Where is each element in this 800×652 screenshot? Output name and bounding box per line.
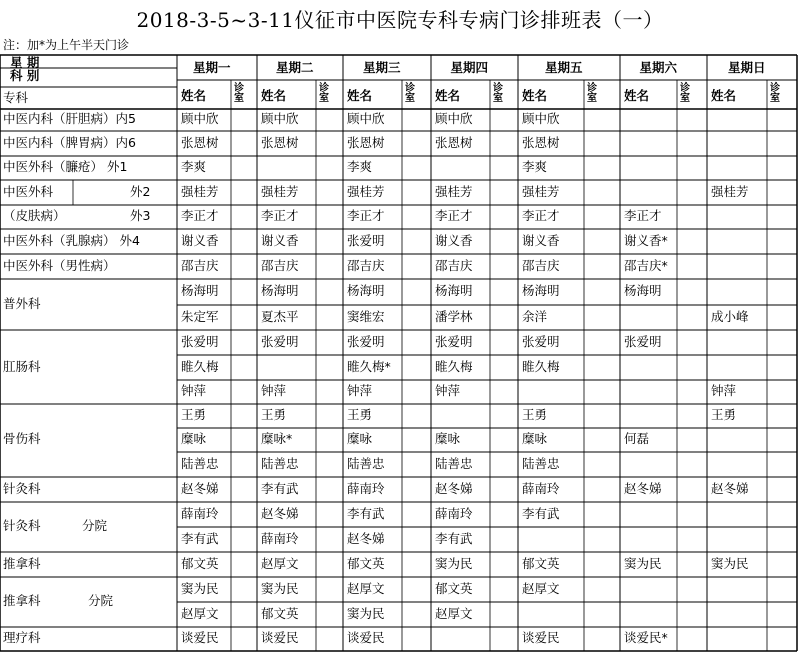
schedule-cell: 赵厚文	[347, 580, 385, 596]
day-header-6: 星期六	[639, 60, 678, 75]
schedule-cell: 糜咏	[181, 431, 207, 446]
schedule-cell: 窦为民	[347, 605, 385, 621]
dept-label: 中医内科（肝胆病）内5	[3, 111, 136, 126]
schedule-cell: 杨海明	[347, 283, 385, 298]
schedule-cell: 薛南玲	[181, 505, 219, 521]
clinic-label-5: 诊室	[587, 83, 597, 104]
schedule-cell: 谈爱民	[261, 630, 299, 645]
schedule-cell: 强桂芳	[181, 183, 219, 199]
schedule-cell: 窦为民	[181, 580, 219, 596]
schedule-cell: 杨海明	[522, 283, 560, 298]
schedule-cell: 谈爱民	[522, 630, 560, 645]
dept-sublabel: 分院	[88, 593, 114, 608]
schedule-cell: 邵吉庆	[347, 257, 385, 273]
schedule-cell: 赵冬娣	[624, 480, 662, 496]
day-header-1: 星期一	[193, 60, 231, 75]
schedule-cell: 张恩树	[347, 134, 385, 150]
schedule-cell: 陆善忠	[435, 455, 473, 471]
dept-label: 理疗科	[3, 630, 41, 645]
schedule-cell: 郁文英	[261, 605, 299, 621]
schedule-cell: 强桂芳	[522, 183, 560, 199]
schedule-cell: 李正才	[261, 208, 299, 223]
schedule-cell: 糜咏	[347, 431, 373, 446]
schedule-cell: 赵厚文	[181, 605, 219, 621]
dept-label: 针灸科	[3, 480, 41, 496]
schedule-cell: 陆善忠	[522, 455, 560, 471]
schedule-cell: 张爱明	[347, 333, 385, 349]
schedule-cell: 顾中欣	[522, 111, 560, 126]
day-header-3: 星期三	[363, 60, 401, 75]
schedule-cell: 顾中欣	[347, 111, 385, 126]
dept-label: 推拿科	[3, 555, 41, 571]
schedule-cell: 李正才	[435, 208, 473, 223]
schedule-cell: 谈爱民	[347, 630, 385, 645]
schedule-cell: 郁文英	[347, 555, 385, 571]
schedule-cell: 杨海明	[435, 283, 473, 298]
schedule-cell: 张爱明	[347, 232, 385, 248]
schedule-cell: 李有武	[261, 480, 299, 496]
name-label-7: 姓名	[711, 88, 737, 103]
schedule-cell: 成小峰	[711, 308, 749, 324]
name-label-1: 姓名	[181, 88, 207, 103]
dept-label: 中医外科	[3, 183, 54, 199]
schedule-cell: 郁文英	[435, 580, 473, 596]
schedule-cell: 顾中欣	[435, 111, 473, 126]
schedule-cell: 邵吉庆	[435, 257, 473, 273]
schedule-cell: 张爱明	[624, 333, 662, 349]
schedule-cell: 窦维宏	[347, 308, 385, 324]
schedule-cell: 陆善忠	[261, 455, 299, 471]
schedule-cell: 谢义香	[261, 232, 299, 248]
schedule-cell: 邵吉庆	[522, 257, 560, 273]
schedule-cell: 王勇	[261, 407, 287, 422]
schedule-cell: 谢义香	[435, 232, 473, 248]
name-label-4: 姓名	[435, 88, 461, 103]
schedule-cell: 糜咏	[522, 431, 548, 446]
schedule-cell: 糜咏	[435, 431, 461, 446]
schedule-cell: 王勇	[522, 407, 548, 422]
schedule-cell: 睢久梅	[181, 358, 219, 374]
dept-label: 推拿科	[3, 593, 41, 608]
schedule-cell: 张爱明	[181, 333, 219, 349]
name-label-3: 姓名	[347, 88, 373, 103]
schedule-cell: 睢久梅*	[347, 358, 391, 374]
schedule-cell: 杨海明	[261, 283, 299, 298]
schedule-cell: 谈爱民*	[624, 630, 668, 645]
schedule-cell: 潘学林	[435, 308, 473, 324]
schedule-cell: 夏杰平	[261, 308, 299, 324]
schedule-cell: 李有武	[347, 505, 385, 521]
schedule-cell: 邵吉庆	[181, 257, 219, 273]
schedule-cell: 余洋	[522, 308, 548, 324]
schedule-cell: 窦为民	[435, 555, 473, 571]
clinic-label-7: 诊室	[770, 83, 780, 104]
clinic-label-3: 诊室	[405, 83, 415, 104]
schedule-cell: 赵冬娣	[711, 480, 749, 496]
dept-label: 中医内科（脾胃病）内6	[3, 134, 136, 150]
dept-label: 普外科	[3, 295, 41, 311]
schedule-cell: 张爱明	[261, 333, 299, 349]
schedule-cell: 李爽	[522, 159, 548, 174]
schedule-cell: 睢久梅	[435, 358, 473, 374]
schedule-cell: 钟萍	[181, 383, 207, 398]
clinic-label-6: 诊室	[680, 83, 690, 104]
schedule-cell: 张恩树	[181, 134, 219, 150]
schedule-cell: 陆善忠	[181, 455, 219, 471]
dept-label: 骨伤科	[3, 431, 41, 446]
schedule-cell: 王勇	[181, 407, 207, 422]
schedule-cell: 李有武	[435, 530, 473, 546]
schedule-cell: 邵吉庆	[261, 257, 299, 273]
name-label-6: 姓名	[624, 88, 650, 103]
schedule-cell: 张爱明	[435, 333, 473, 349]
schedule-cell: 郁文英	[181, 555, 219, 571]
day-header-5: 星期五	[545, 60, 583, 75]
schedule-cell: 强桂芳	[711, 183, 749, 199]
schedule-cell: 杨海明	[624, 283, 662, 298]
schedule-cell: 李有武	[181, 530, 219, 546]
schedule-cell: 朱定军	[181, 308, 219, 324]
schedule-cell: 谈爱民	[181, 630, 219, 645]
schedule-cell: 薛南玲	[522, 480, 560, 496]
schedule-cell: 强桂芳	[435, 183, 473, 199]
dept-sublabel: 分院	[82, 518, 108, 533]
schedule-cell: 谢义香	[181, 232, 219, 248]
schedule-cell: 谢义香	[522, 232, 560, 248]
clinic-label-2: 诊室	[319, 83, 329, 104]
schedule-cell: 张恩树	[435, 134, 473, 150]
schedule-cell: 强桂芳	[347, 183, 385, 199]
dept-label: 针灸科	[3, 518, 41, 533]
schedule-cell: 睢久梅	[522, 358, 560, 374]
dept-label: （皮肤病）	[3, 208, 66, 223]
schedule-cell: 张恩树	[261, 134, 299, 150]
name-label-2: 姓名	[261, 88, 287, 103]
schedule-cell: 薛南玲	[435, 505, 473, 521]
note-text: 注：加*为上午半天门诊	[3, 38, 130, 52]
clinic-label-1: 诊室	[234, 83, 244, 104]
schedule-cell: 顾中欣	[261, 111, 299, 126]
day-header-4: 星期四	[450, 60, 489, 75]
schedule-cell: 钟萍	[347, 383, 373, 398]
schedule-cell: 钟萍	[711, 383, 737, 398]
schedule-cell: 薛南玲	[347, 480, 385, 496]
dept-sublabel: 外2	[130, 183, 151, 199]
schedule-cell: 李有武	[522, 505, 560, 521]
schedule-cell: 王勇	[711, 407, 737, 422]
schedule-cell: 谢义香*	[624, 232, 668, 248]
schedule-cell: 张爱明	[522, 333, 560, 349]
dept-sublabel: 外3	[130, 208, 151, 223]
schedule-cell: 赵冬娣	[181, 480, 219, 496]
schedule-cell: 钟萍	[261, 383, 287, 398]
schedule-cell: 李正才	[347, 208, 385, 223]
dept-label: 中医外科（乳腺病） 外4	[3, 232, 140, 248]
schedule-cell: 李爽	[181, 159, 207, 174]
schedule-cell: 钟萍	[435, 383, 461, 398]
schedule-cell: 李正才	[522, 208, 560, 223]
schedule-cell: 窦为民	[711, 555, 749, 571]
schedule-cell: 薛南玲	[261, 530, 299, 546]
schedule-cell: 窦为民	[261, 580, 299, 596]
schedule-cell: 李正才	[181, 208, 219, 223]
header-kebie: 科 别	[10, 68, 40, 83]
dept-label: 中医外科（男性病）	[3, 257, 116, 273]
day-header-7: 星期日	[728, 60, 766, 75]
header-zhuanke: 专科	[3, 90, 29, 105]
day-header-2: 星期二	[276, 60, 314, 75]
schedule-cell: 赵厚文	[522, 580, 560, 596]
schedule-cell: 赵冬娣	[261, 505, 299, 521]
page-title: 2018-3-5~3-11仪征市中医院专科专病门诊排班表（一）	[136, 8, 664, 32]
schedule-cell: 王勇	[347, 407, 373, 422]
schedule-cell: 赵厚文	[435, 605, 473, 621]
schedule-cell: 赵冬娣	[347, 530, 385, 546]
schedule-cell: 赵冬娣	[435, 480, 473, 496]
schedule-cell: 糜咏*	[261, 431, 293, 446]
schedule-cell: 邵吉庆*	[624, 257, 668, 273]
header-xingqi: 星 期	[10, 55, 40, 70]
schedule-cell: 陆善忠	[347, 455, 385, 471]
schedule-cell: 强桂芳	[261, 183, 299, 199]
clinic-label-4: 诊室	[493, 83, 503, 104]
schedule-cell: 郁文英	[522, 555, 560, 571]
dept-label: 肛肠科	[3, 358, 41, 374]
schedule-cell: 窦为民	[624, 555, 662, 571]
schedule-cell: 杨海明	[181, 283, 219, 298]
name-label-5: 姓名	[522, 88, 548, 103]
schedule-cell: 李爽	[347, 159, 373, 174]
schedule-cell: 赵厚文	[261, 555, 299, 571]
schedule-cell: 何磊	[624, 431, 650, 446]
schedule-cell: 张恩树	[522, 134, 560, 150]
schedule-cell: 李正才	[624, 208, 662, 223]
schedule-cell: 顾中欣	[181, 111, 219, 126]
dept-label: 中医外科（臁疮） 外1	[3, 159, 128, 174]
